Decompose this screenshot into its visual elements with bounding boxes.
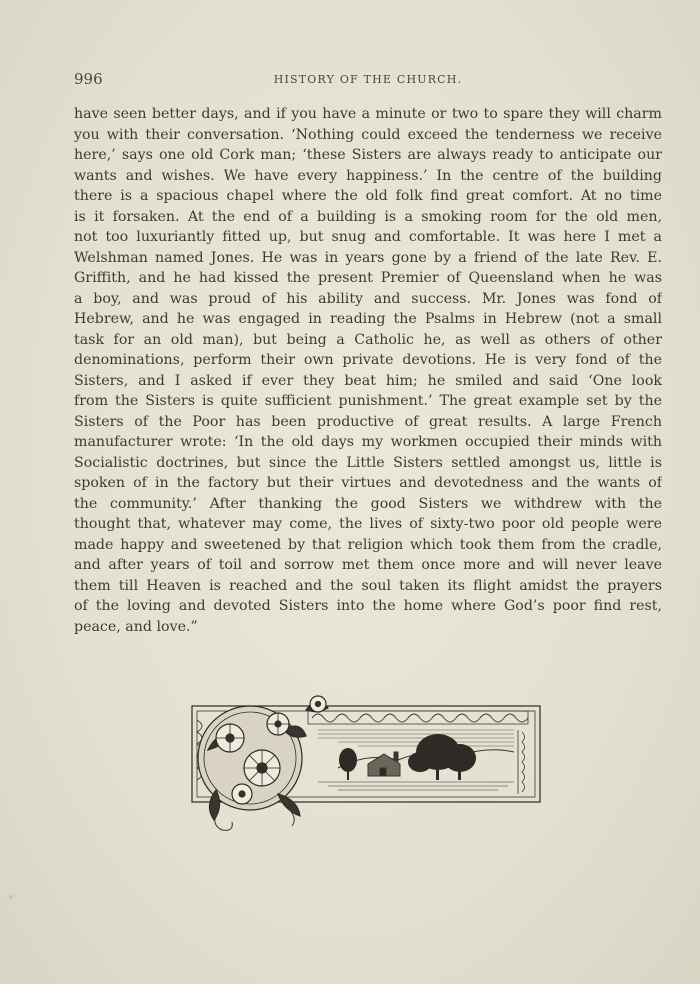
text-line: Hebrew, and he was engaged in reading the Psalms in Hebrew (not a small	[74, 311, 662, 327]
text-line: Socialistic doctrines, but since the Little Sisters settled amongst us, little is	[74, 454, 662, 471]
text-line: manufacturer wrote: ‘In the old days my workmen occupied their minds with	[74, 434, 662, 450]
text-line: have seen better days, and if you have a minute or two to spare they will charm	[74, 106, 662, 122]
text-line: you with their conversation. ‘Nothing could exceed the tenderness we receive	[74, 126, 662, 143]
text-line: wants and wishes. We have every happiness.’ In the centre of the building	[74, 167, 662, 184]
text-line: is it forsaken. At the end of a building is a smoking room for the old men,	[74, 208, 662, 225]
floral-landscape-vignette-icon	[188, 690, 544, 835]
text-line: Griffith, and he had kissed the present Premier of Queensland when he was	[74, 270, 662, 286]
text-line: spoken of in the factory but their virtues and devotedness and the wants of	[74, 475, 662, 491]
body-paragraph	[74, 104, 662, 637]
text-line: there is a spacious chapel where the old folk find great comfort. At no time	[74, 188, 662, 204]
text-line: the community.’ After thanking the good Sisters we withdrew with the	[74, 495, 662, 512]
text-line: a boy, and was proud of his ability and success. Mr. Jones was fond of	[74, 290, 662, 307]
text-line: made happy and sweetened by that religion which took them from the cradle,	[74, 536, 662, 553]
text-line: task for an old man), but being a Catholic he, as well as others of other	[74, 331, 662, 348]
text-line: denominations, perform their own private devotions. He is very fond of the	[74, 352, 662, 368]
text-line: of the loving and devoted Sisters into the home where God’s poor find rest,	[74, 598, 662, 614]
text-line: Welshman named Jones. He was in years gone by a friend of the late Rev. E.	[74, 249, 662, 266]
page-number: 996	[74, 70, 103, 88]
text-line: them till Heaven is reached and the soul taken its flight amidst the prayers	[74, 577, 662, 594]
text-line: not too luxuriantly fitted up, but snug and comfortable. It was here I met a	[74, 229, 662, 245]
text-line: peace, and love.”	[74, 618, 198, 635]
text-line: Sisters, and I asked if ever they beat him; he smiled and said ‘One look	[74, 372, 662, 389]
text-line: Sisters of the Poor has been productive of great results. A large French	[74, 413, 662, 430]
running-title: HISTORY OF THE CHURCH.	[273, 73, 463, 86]
text-line: from the Sisters is quite sufficient punishment.’ The great example set by the	[74, 393, 662, 409]
text-line: and after years of toil and sorrow met them once more and will never leave	[74, 557, 662, 573]
text-line: here,’ says one old Cork man; ‘these Sisters are always ready to anticipate our	[74, 147, 662, 163]
running-head	[74, 70, 662, 90]
text-line: thought that, whatever may come, the lives of sixty-two poor old people were	[74, 516, 662, 532]
paper-speck	[9, 895, 13, 899]
